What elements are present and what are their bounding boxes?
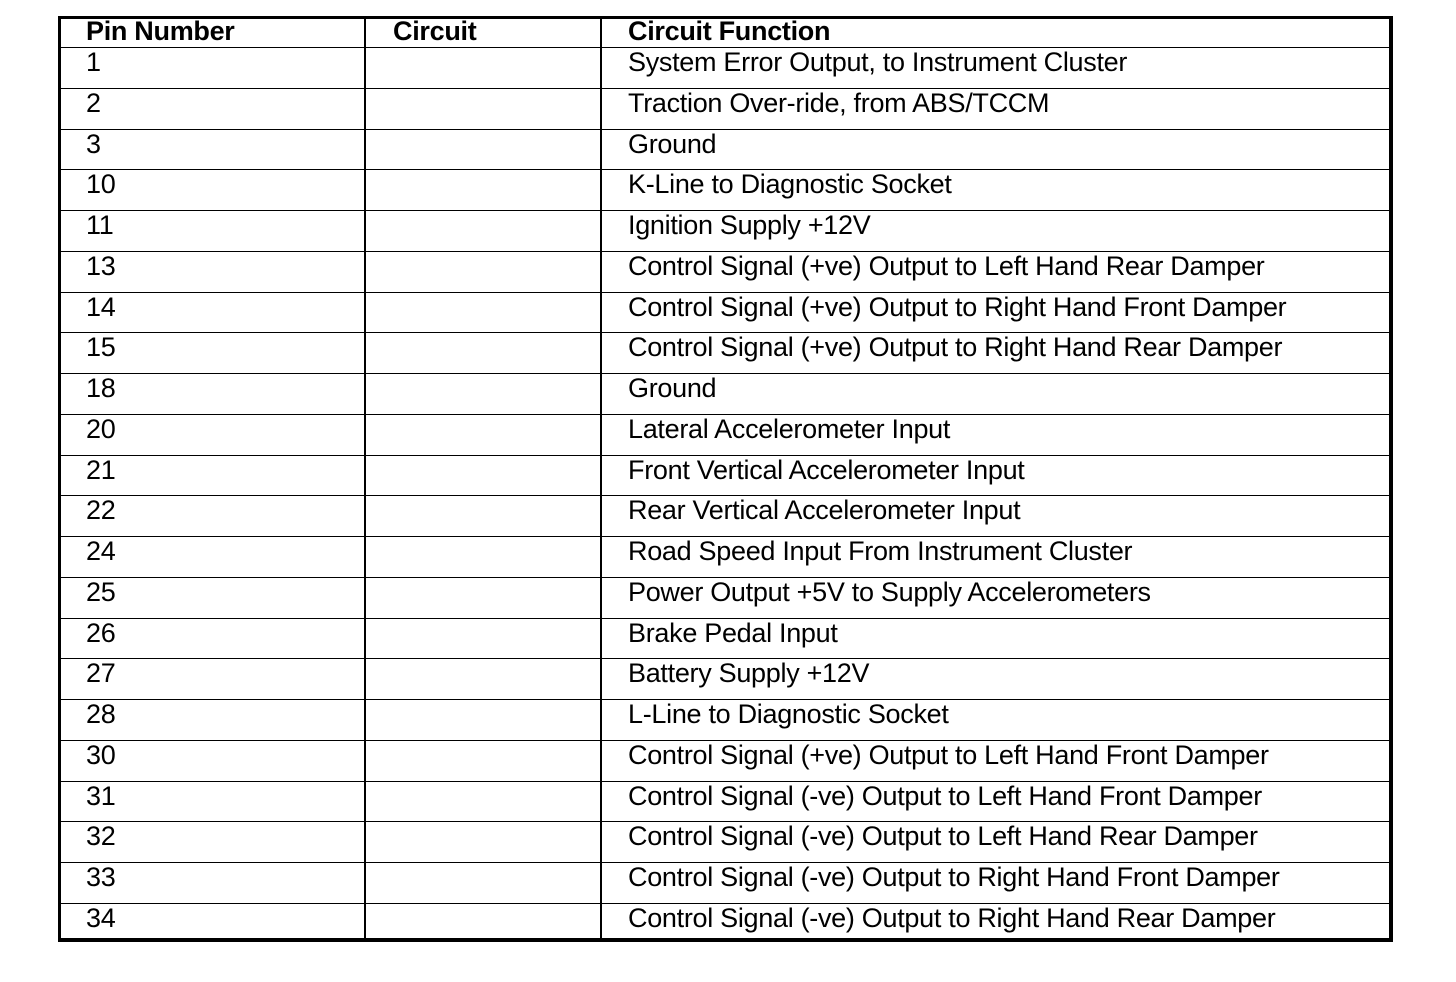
header-circuit-function: Circuit Function bbox=[628, 16, 831, 46]
pin-table bbox=[58, 16, 1393, 942]
circuit-function-cell: Power Output +5V to Supply Accelerometers bbox=[628, 576, 1151, 607]
table-row bbox=[61, 87, 1389, 133]
table-row bbox=[61, 250, 1389, 296]
pin-number-cell: 20 bbox=[86, 413, 116, 444]
pin-number-cell: 2 bbox=[86, 87, 101, 118]
circuit-function-cell: Ground bbox=[628, 373, 717, 403]
circuit-function-cell: Control Signal (-ve) Output to Right Hand Rear Damper bbox=[628, 902, 1276, 933]
table-row bbox=[61, 210, 1389, 255]
table-row bbox=[61, 291, 1389, 337]
pin-number-cell: 27 bbox=[86, 658, 116, 689]
row-divider bbox=[61, 373, 1389, 374]
pin-number-cell: 14 bbox=[86, 291, 116, 322]
circuit-function-cell: Battery Supply +12V bbox=[628, 658, 870, 689]
table-row bbox=[61, 576, 1389, 622]
table-row bbox=[61, 902, 1389, 948]
circuit-function-cell: Traction Over-ride, from ABS/TCCM bbox=[628, 87, 1050, 118]
pin-number-cell: 15 bbox=[86, 332, 116, 363]
pin-number-cell: 33 bbox=[86, 862, 116, 892]
table-header-row bbox=[61, 16, 1389, 47]
header-circuit: Circuit bbox=[393, 16, 477, 46]
circuit-function-cell: System Error Output, to Instrument Cluster bbox=[628, 47, 1128, 77]
row-divider bbox=[61, 129, 1389, 130]
table-row bbox=[61, 454, 1389, 500]
pin-number-cell: 21 bbox=[86, 454, 116, 485]
pin-number-cell: 18 bbox=[86, 373, 116, 403]
table-row bbox=[61, 739, 1389, 785]
circuit-function-cell: Lateral Accelerometer Input bbox=[628, 413, 951, 444]
pin-number-cell: 30 bbox=[86, 739, 116, 770]
pin-number-cell: 34 bbox=[86, 902, 116, 933]
pin-number-cell: 24 bbox=[86, 536, 116, 566]
table-row bbox=[61, 128, 1389, 174]
circuit-function-cell: Control Signal (+ve) Output to Right Hand Front Damper bbox=[628, 291, 1287, 322]
table-row bbox=[61, 536, 1389, 581]
pin-number-cell: 25 bbox=[86, 576, 116, 607]
circuit-function-cell: Control Signal (+ve) Output to Left Hand Front Damper bbox=[628, 739, 1269, 770]
pin-number-cell: 10 bbox=[86, 169, 116, 200]
circuit-function-cell: Road Speed Input From Instrument Cluster bbox=[628, 536, 1133, 566]
pin-number-cell: 22 bbox=[86, 495, 116, 526]
table-row bbox=[61, 821, 1389, 866]
table-row bbox=[61, 862, 1389, 907]
pin-number-cell: 32 bbox=[86, 821, 116, 852]
circuit-function-cell: Ignition Supply +12V bbox=[628, 210, 871, 240]
pin-number-cell: 1 bbox=[86, 47, 101, 77]
circuit-function-cell: Front Vertical Accelerometer Input bbox=[628, 454, 1025, 485]
pin-number-cell: 28 bbox=[86, 699, 116, 729]
circuit-function-cell: Control Signal (-ve) Output to Right Hand Front Damper bbox=[628, 862, 1280, 892]
table-row bbox=[61, 617, 1389, 663]
circuit-function-cell: K-Line to Diagnostic Socket bbox=[628, 169, 952, 200]
pin-number-cell: 13 bbox=[86, 250, 116, 281]
circuit-function-cell: Ground bbox=[628, 128, 717, 159]
circuit-function-cell: Control Signal (+ve) Output to Left Hand Rear Damper bbox=[628, 250, 1265, 281]
pin-number-cell: 11 bbox=[86, 210, 114, 240]
table-row bbox=[61, 780, 1389, 826]
table-row bbox=[61, 169, 1389, 214]
circuit-function-cell: Brake Pedal Input bbox=[628, 617, 838, 648]
circuit-function-cell: Control Signal (-ve) Output to Left Hand Front Damper bbox=[628, 780, 1262, 811]
pin-number-cell: 31 bbox=[86, 780, 116, 811]
pin-number-cell: 26 bbox=[86, 617, 116, 648]
table-row bbox=[61, 373, 1389, 418]
table-row bbox=[61, 332, 1389, 377]
circuit-function-cell: Rear Vertical Accelerometer Input bbox=[628, 495, 1021, 526]
table-row bbox=[61, 495, 1389, 540]
table-row bbox=[61, 47, 1389, 92]
circuit-function-cell: Control Signal (+ve) Output to Right Hand Rear Damper bbox=[628, 332, 1283, 363]
header-pin-number: Pin Number bbox=[86, 16, 235, 46]
circuit-function-cell: Control Signal (-ve) Output to Left Hand Rear Damper bbox=[628, 821, 1258, 852]
table-row bbox=[61, 699, 1389, 744]
circuit-function-cell: L-Line to Diagnostic Socket bbox=[628, 699, 949, 729]
table-row bbox=[61, 413, 1389, 459]
pin-number-cell: 3 bbox=[86, 128, 101, 159]
table-row bbox=[61, 658, 1389, 703]
